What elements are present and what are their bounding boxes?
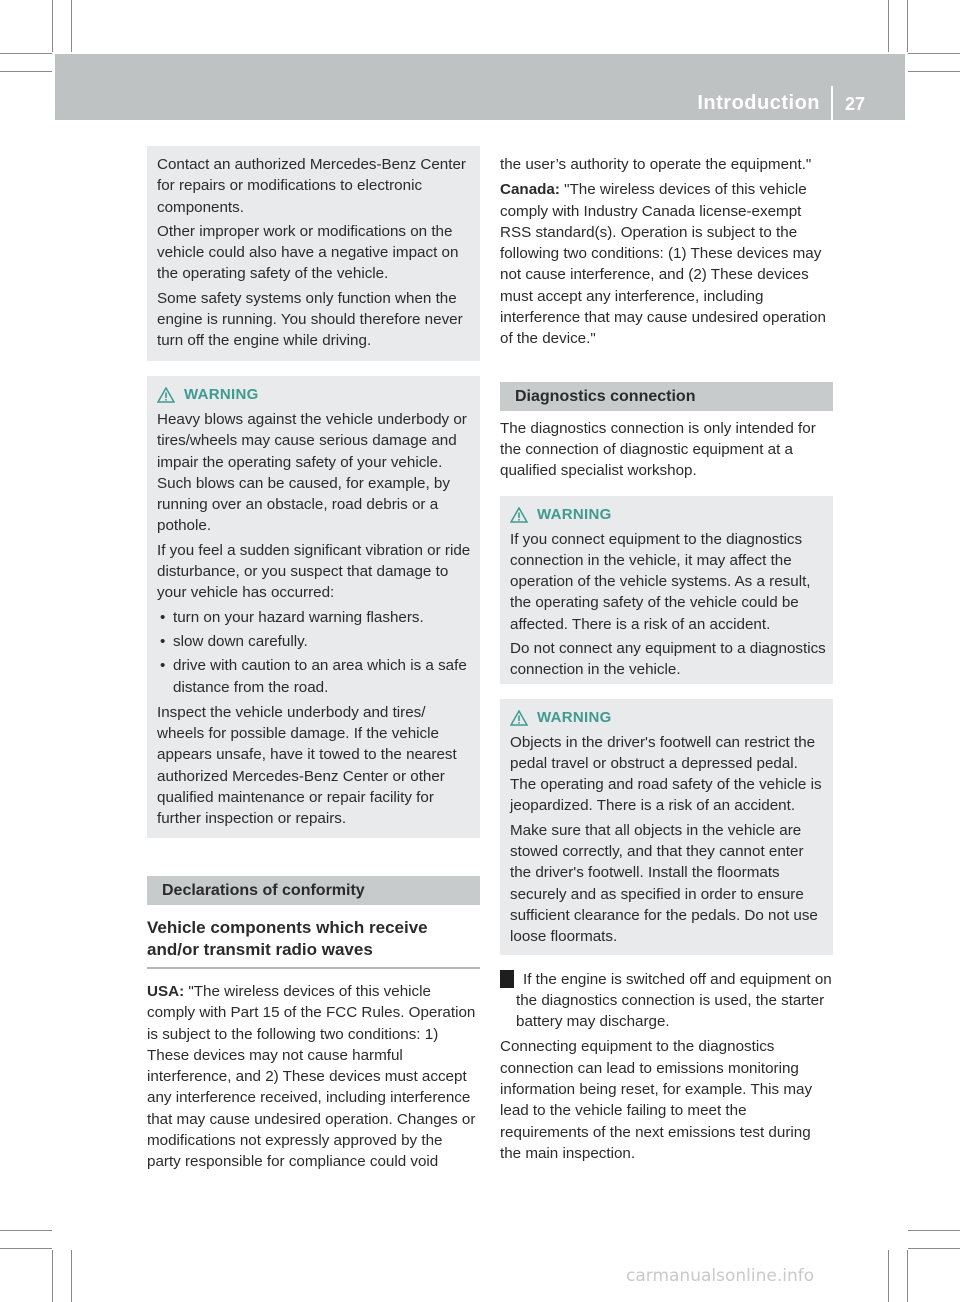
- warning-paragraph: Heavy blows against the vehicle underbody or tires/wheels may cause serious damage and impair the operating safety of your vehicle. Such blows can be caused, for example, by running over an obstacle, road debris or a pothole.: [157, 411, 467, 535]
- crop-mark: [907, 1250, 908, 1302]
- crop-mark: [0, 1230, 52, 1231]
- crop-mark: [0, 71, 52, 72]
- bullet-icon: •: [160, 632, 166, 650]
- warning-heading: [157, 384, 473, 406]
- crop-mark: [0, 53, 52, 54]
- section-heading: Declarations of conformity: [147, 876, 480, 905]
- usa-paragraph: [147, 981, 480, 1173]
- bullet-list: [157, 607, 473, 698]
- info-box: [147, 146, 480, 361]
- closing-paragraph: Connecting equipment to the diagnostics connection can lead to emissions monitoring information being reset, for example. This may lead to the vehicle failing to meet the requirements of the next emissions test during the main inspection.: [500, 1038, 813, 1162]
- page-title: Introduction: [697, 92, 820, 114]
- exclamation-icon: !: [500, 970, 514, 988]
- list-item: [157, 631, 473, 652]
- warning-triangle-icon: [157, 387, 175, 403]
- warning-triangle-icon: [510, 507, 528, 523]
- list-item: [157, 607, 473, 628]
- crop-mark: [908, 53, 960, 54]
- info-paragraph: Contact an authorized Mercedes-Benz Center for repairs or modifications to electronic components.: [157, 156, 466, 216]
- note-paragraph: [496, 969, 833, 1033]
- subheading: Vehicle components which receive and/or transmit radio waves: [147, 917, 480, 969]
- crop-mark: [907, 0, 908, 52]
- list-item-text: turn on your hazard warning flashers.: [173, 608, 424, 626]
- warning-box: [500, 496, 833, 684]
- canada-label: Canada:: [500, 181, 560, 199]
- crop-mark: [888, 0, 889, 52]
- warning-paragraph: Do not connect any equipment to a diagnostics connection in the vehicle.: [510, 640, 826, 679]
- crop-mark: [71, 1250, 72, 1302]
- warning-paragraph: If you feel a sudden significant vibration or ride disturbance, or you suspect that damage to your vehicle has occurred:: [157, 541, 471, 602]
- warning-paragraph: Objects in the driver's footwell can restrict the pedal travel or obstruct a depressed pedal. The operating and road safety of the vehicle is jeopardized. There is a risk of an accident.: [510, 733, 822, 815]
- warning-triangle-icon: [510, 710, 528, 726]
- crop-mark: [908, 71, 960, 72]
- crop-mark: [52, 1250, 53, 1302]
- page-number: 27: [845, 94, 866, 114]
- info-paragraph: Other improper work or modifications on the vehicle could also have a negative impact on the operating safety of the vehicle.: [157, 222, 459, 283]
- usa-text: "The wireless devices of this vehicle comply with Part 15 of the FCC Rules. Operation is subject to the following two conditions: 1) These devices may not cause harmful interference, and 2) These devices must accept any interference received, including interference that may cause undesired operation. Changes or modifications not expressly approved by the party responsible for compliance could void: [147, 983, 476, 1171]
- note-text: If the engine is switched off and equipment on the diagnostics connection is used, the starter battery may discharge.: [516, 970, 832, 1031]
- canada-text: "The wireless devices of this vehicle comply with Industry Canada license-exempt RSS standard(s). Operation is subject to the following two conditions: (1) These devices may not cause interference, and (2) These devices must accept any interference, including interference that may cause undesired operation of the device.": [500, 181, 826, 348]
- warning-label: WARNING: [537, 708, 612, 726]
- watermark-text: carmanualsonline.info: [626, 1266, 815, 1286]
- crop-mark: [908, 1248, 960, 1249]
- info-paragraph: Some safety systems only function when the engine is running. You should therefore never turn off the engine while driving.: [157, 289, 463, 350]
- header-divider: [831, 86, 833, 120]
- warning-paragraph: Make sure that all objects in the vehicle are stowed correctly, and that they cannot enter the driver's footwell. Install the floormats securely and as specified in order to ensure sufficient clearance for the pedals. Do not use loose floormats.: [510, 821, 818, 946]
- crop-mark: [888, 1250, 889, 1302]
- right-column: [496, 154, 833, 1168]
- warning-label: WARNING: [184, 386, 259, 404]
- warning-heading: [510, 504, 826, 526]
- left-column: [147, 146, 480, 1177]
- section-heading: Diagnostics connection: [500, 382, 833, 411]
- continued-paragraph: the user’s authority to operate the equipment.": [500, 156, 812, 173]
- warning-box: [147, 376, 480, 838]
- usa-label: USA:: [147, 983, 185, 1000]
- crop-mark: [71, 0, 72, 52]
- bullet-icon: •: [160, 608, 166, 626]
- warning-paragraph: Inspect the vehicle underbody and tires/ wheels for possible damage. If the vehicle appears unsafe, have it towed to the nearest authorized Mercedes-Benz Center or other qualified maintenance or repair facility for further inspection or repairs.: [157, 703, 457, 828]
- list-item-text: slow down carefully.: [173, 632, 308, 650]
- warning-heading: [510, 707, 826, 729]
- list-item: [157, 655, 473, 698]
- warning-label: WARNING: [537, 505, 612, 523]
- warning-box: [500, 699, 833, 955]
- diagnostics-intro: The diagnostics connection is only intended for the connection of diagnostic equipment at a qualified specialist workshop.: [500, 419, 816, 480]
- crop-mark: [908, 1230, 960, 1231]
- crop-mark: [52, 0, 53, 52]
- canada-paragraph: [500, 179, 833, 349]
- list-item-text: drive with caution to an area which is a safe distance from the road.: [173, 657, 467, 696]
- warning-paragraph: If you connect equipment to the diagnostics connection in the vehicle, it may affect the operation of the vehicle systems. As a result, the operating safety of the vehicle could be affected. There is a risk of an accident.: [510, 530, 811, 633]
- bullet-icon: •: [160, 657, 166, 675]
- crop-mark: [0, 1248, 52, 1249]
